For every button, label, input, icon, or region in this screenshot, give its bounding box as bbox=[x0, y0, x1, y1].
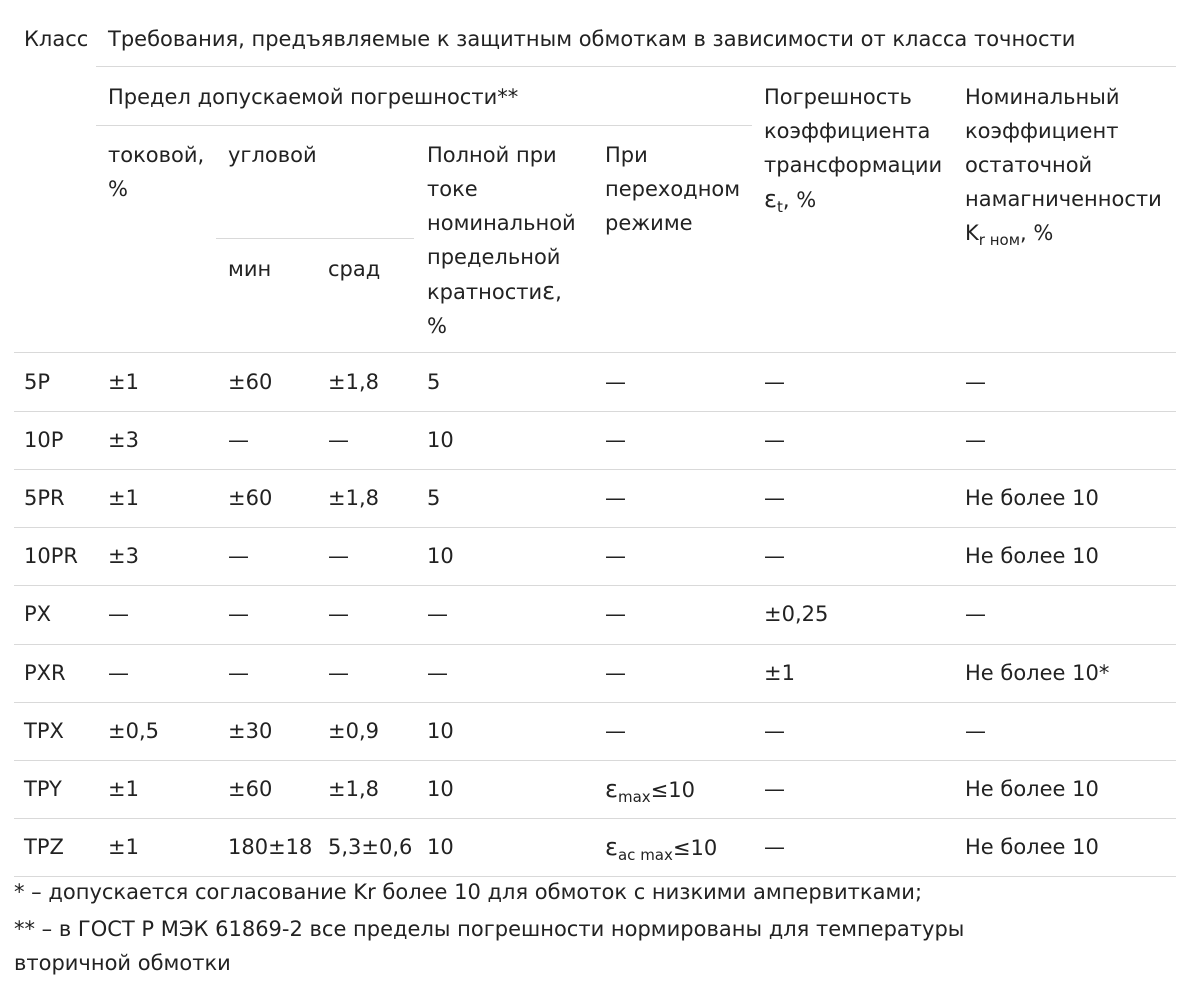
cell-rem: — bbox=[965, 602, 986, 627]
cell-klass: 10PR bbox=[24, 544, 78, 569]
cell-srad: ±0,9 bbox=[328, 718, 379, 743]
cell-current: ±3 bbox=[108, 428, 139, 453]
cell-full: 10 bbox=[427, 428, 454, 453]
cell-rem: Не более 10 bbox=[965, 776, 1099, 801]
cell-full: 10 bbox=[427, 834, 454, 859]
cell-klass: 5P bbox=[24, 370, 51, 394]
cell-srad: ±1,8 bbox=[328, 776, 379, 801]
cell-full: — bbox=[427, 660, 448, 685]
cell-current: — bbox=[108, 602, 129, 627]
header-ratio-text: Погрешность коэффициента трансформации bbox=[764, 85, 943, 177]
cell-klass: PXR bbox=[24, 660, 66, 685]
cell-min: ±60 bbox=[228, 776, 273, 801]
cell-klass: TPZ bbox=[24, 834, 64, 859]
cell-min: 180±18 bbox=[228, 834, 313, 859]
cell-ratio: — bbox=[764, 834, 785, 859]
row-divider bbox=[14, 585, 1176, 586]
epsilon-symbol: ε bbox=[605, 774, 618, 803]
cell-ratio: — bbox=[764, 776, 785, 801]
epsilon-symbol: ε bbox=[605, 832, 618, 861]
cell-ratio: ±1 bbox=[764, 660, 795, 685]
divider bbox=[96, 125, 752, 126]
cell-full: — bbox=[427, 602, 448, 627]
header-remanence bbox=[965, 80, 1162, 250]
cell-srad: ±1,8 bbox=[328, 486, 379, 511]
row-divider bbox=[14, 469, 1176, 470]
cell-current: ±0,5 bbox=[108, 718, 159, 743]
cell-rem: — bbox=[965, 718, 986, 743]
row-divider bbox=[14, 760, 1176, 761]
cell-current: ±1 bbox=[108, 776, 139, 801]
cell-ratio: ±0,25 bbox=[764, 602, 829, 627]
cell-rem: Не более 10 bbox=[965, 486, 1099, 511]
cell-transient: — bbox=[605, 486, 626, 511]
subscript: ac max bbox=[617, 845, 673, 864]
subscript: max bbox=[617, 787, 651, 806]
footnote-2-line-2: вторичной обмотки bbox=[14, 951, 231, 975]
cell-current: ±1 bbox=[108, 486, 139, 511]
header-remanence-unit: , % bbox=[1020, 221, 1054, 245]
k-symbol: K bbox=[965, 221, 979, 245]
cell-klass: 10P bbox=[24, 428, 64, 453]
cell-srad: — bbox=[328, 602, 349, 627]
header-error-limit: Предел допускаемой погрешности** bbox=[108, 85, 519, 109]
header-full-unit: , % bbox=[427, 280, 562, 338]
header-current: токовой, % bbox=[108, 143, 205, 201]
epsilon-symbol: ε bbox=[542, 277, 556, 305]
cell-min: — bbox=[228, 602, 249, 627]
cell-klass: TPY bbox=[24, 776, 62, 801]
cell-ratio: — bbox=[764, 544, 785, 569]
cell-transient bbox=[605, 772, 695, 807]
cell-full: 10 bbox=[427, 718, 454, 743]
cell-current: ±1 bbox=[108, 834, 139, 859]
epsilon-symbol: ε bbox=[764, 185, 777, 213]
cell-transient: — bbox=[605, 718, 626, 743]
footnote-1: * – допускается согласование Kr более 10 для обмоток с низкими ампервитками; bbox=[14, 880, 923, 904]
cell-rem: Не более 10 bbox=[965, 544, 1099, 569]
divider bbox=[96, 66, 1176, 67]
cell-rem: Не более 10 bbox=[965, 834, 1099, 859]
header-class: Класс bbox=[24, 27, 89, 51]
header-min: мин bbox=[228, 257, 272, 281]
divider bbox=[14, 352, 1176, 353]
subscript: t bbox=[776, 198, 783, 216]
cell-transient: — bbox=[605, 602, 626, 627]
cell-current: ±1 bbox=[108, 370, 139, 394]
cell-ratio: — bbox=[764, 428, 785, 453]
cell-transient: — bbox=[605, 428, 626, 453]
cell-srad: — bbox=[328, 660, 349, 685]
cell-min: ±30 bbox=[228, 718, 273, 743]
cell-srad: — bbox=[328, 428, 349, 453]
divider bbox=[216, 238, 414, 239]
cell-rem: — bbox=[965, 370, 986, 394]
row-divider bbox=[14, 702, 1176, 703]
cell-full: 10 bbox=[427, 544, 454, 569]
row-divider bbox=[14, 818, 1176, 819]
cell-current: — bbox=[108, 660, 129, 685]
cell-ratio: — bbox=[764, 718, 785, 743]
cell-klass: 5PR bbox=[24, 486, 65, 511]
subscript: r ном bbox=[978, 231, 1021, 249]
row-divider bbox=[14, 644, 1176, 645]
cell-full: 5 bbox=[427, 486, 441, 511]
cell-ratio: — bbox=[764, 486, 785, 511]
row-divider bbox=[14, 527, 1176, 528]
cell-full: 5 bbox=[427, 370, 441, 394]
header-angular: угловой bbox=[228, 143, 317, 167]
header-requirements: Требования, предъявляемые к защитным обмоткам в зависимости от класса точности bbox=[108, 27, 1076, 51]
cell-srad: — bbox=[328, 544, 349, 569]
cell-ratio: — bbox=[764, 370, 785, 394]
header-ratio-error bbox=[764, 80, 942, 217]
cell-srad: 5,3±0,6 bbox=[328, 834, 413, 859]
cell-min: — bbox=[228, 428, 249, 453]
cell-klass: PX bbox=[24, 602, 52, 627]
cell-full: 10 bbox=[427, 776, 454, 801]
header-remanence-text: Номинальный коэффициент остаточной намагниченности bbox=[965, 85, 1162, 211]
header-srad: срад bbox=[328, 257, 381, 281]
header-full-error bbox=[427, 138, 576, 343]
cell-min: — bbox=[228, 660, 249, 685]
cell-transient bbox=[605, 830, 717, 865]
cell-transient: — bbox=[605, 370, 626, 394]
cell-current: ±3 bbox=[108, 544, 139, 569]
footnote-2-line-1: ** – в ГОСТ Р МЭК 61869-2 все пределы погрешности нормированы для температуры bbox=[14, 917, 965, 941]
cell-min: ±60 bbox=[228, 486, 273, 511]
header-ratio-unit: , % bbox=[782, 188, 817, 212]
cell-min: — bbox=[228, 544, 249, 569]
cell-transient: — bbox=[605, 660, 626, 685]
row-divider bbox=[14, 411, 1176, 412]
cell-value: ≤10 bbox=[672, 835, 718, 860]
cell-transient: — bbox=[605, 544, 626, 569]
cell-rem: — bbox=[965, 428, 986, 453]
cell-klass: TPX bbox=[24, 718, 64, 743]
cell-rem: Не более 10* bbox=[965, 660, 1110, 685]
cell-srad: ±1,8 bbox=[328, 370, 379, 394]
header-full-text: Полной при токе номинальной предельной кратности bbox=[427, 143, 576, 304]
cell-value: ≤10 bbox=[650, 777, 695, 802]
header-transient: При переходном режиме bbox=[605, 143, 741, 235]
cell-min: ±60 bbox=[228, 370, 273, 394]
